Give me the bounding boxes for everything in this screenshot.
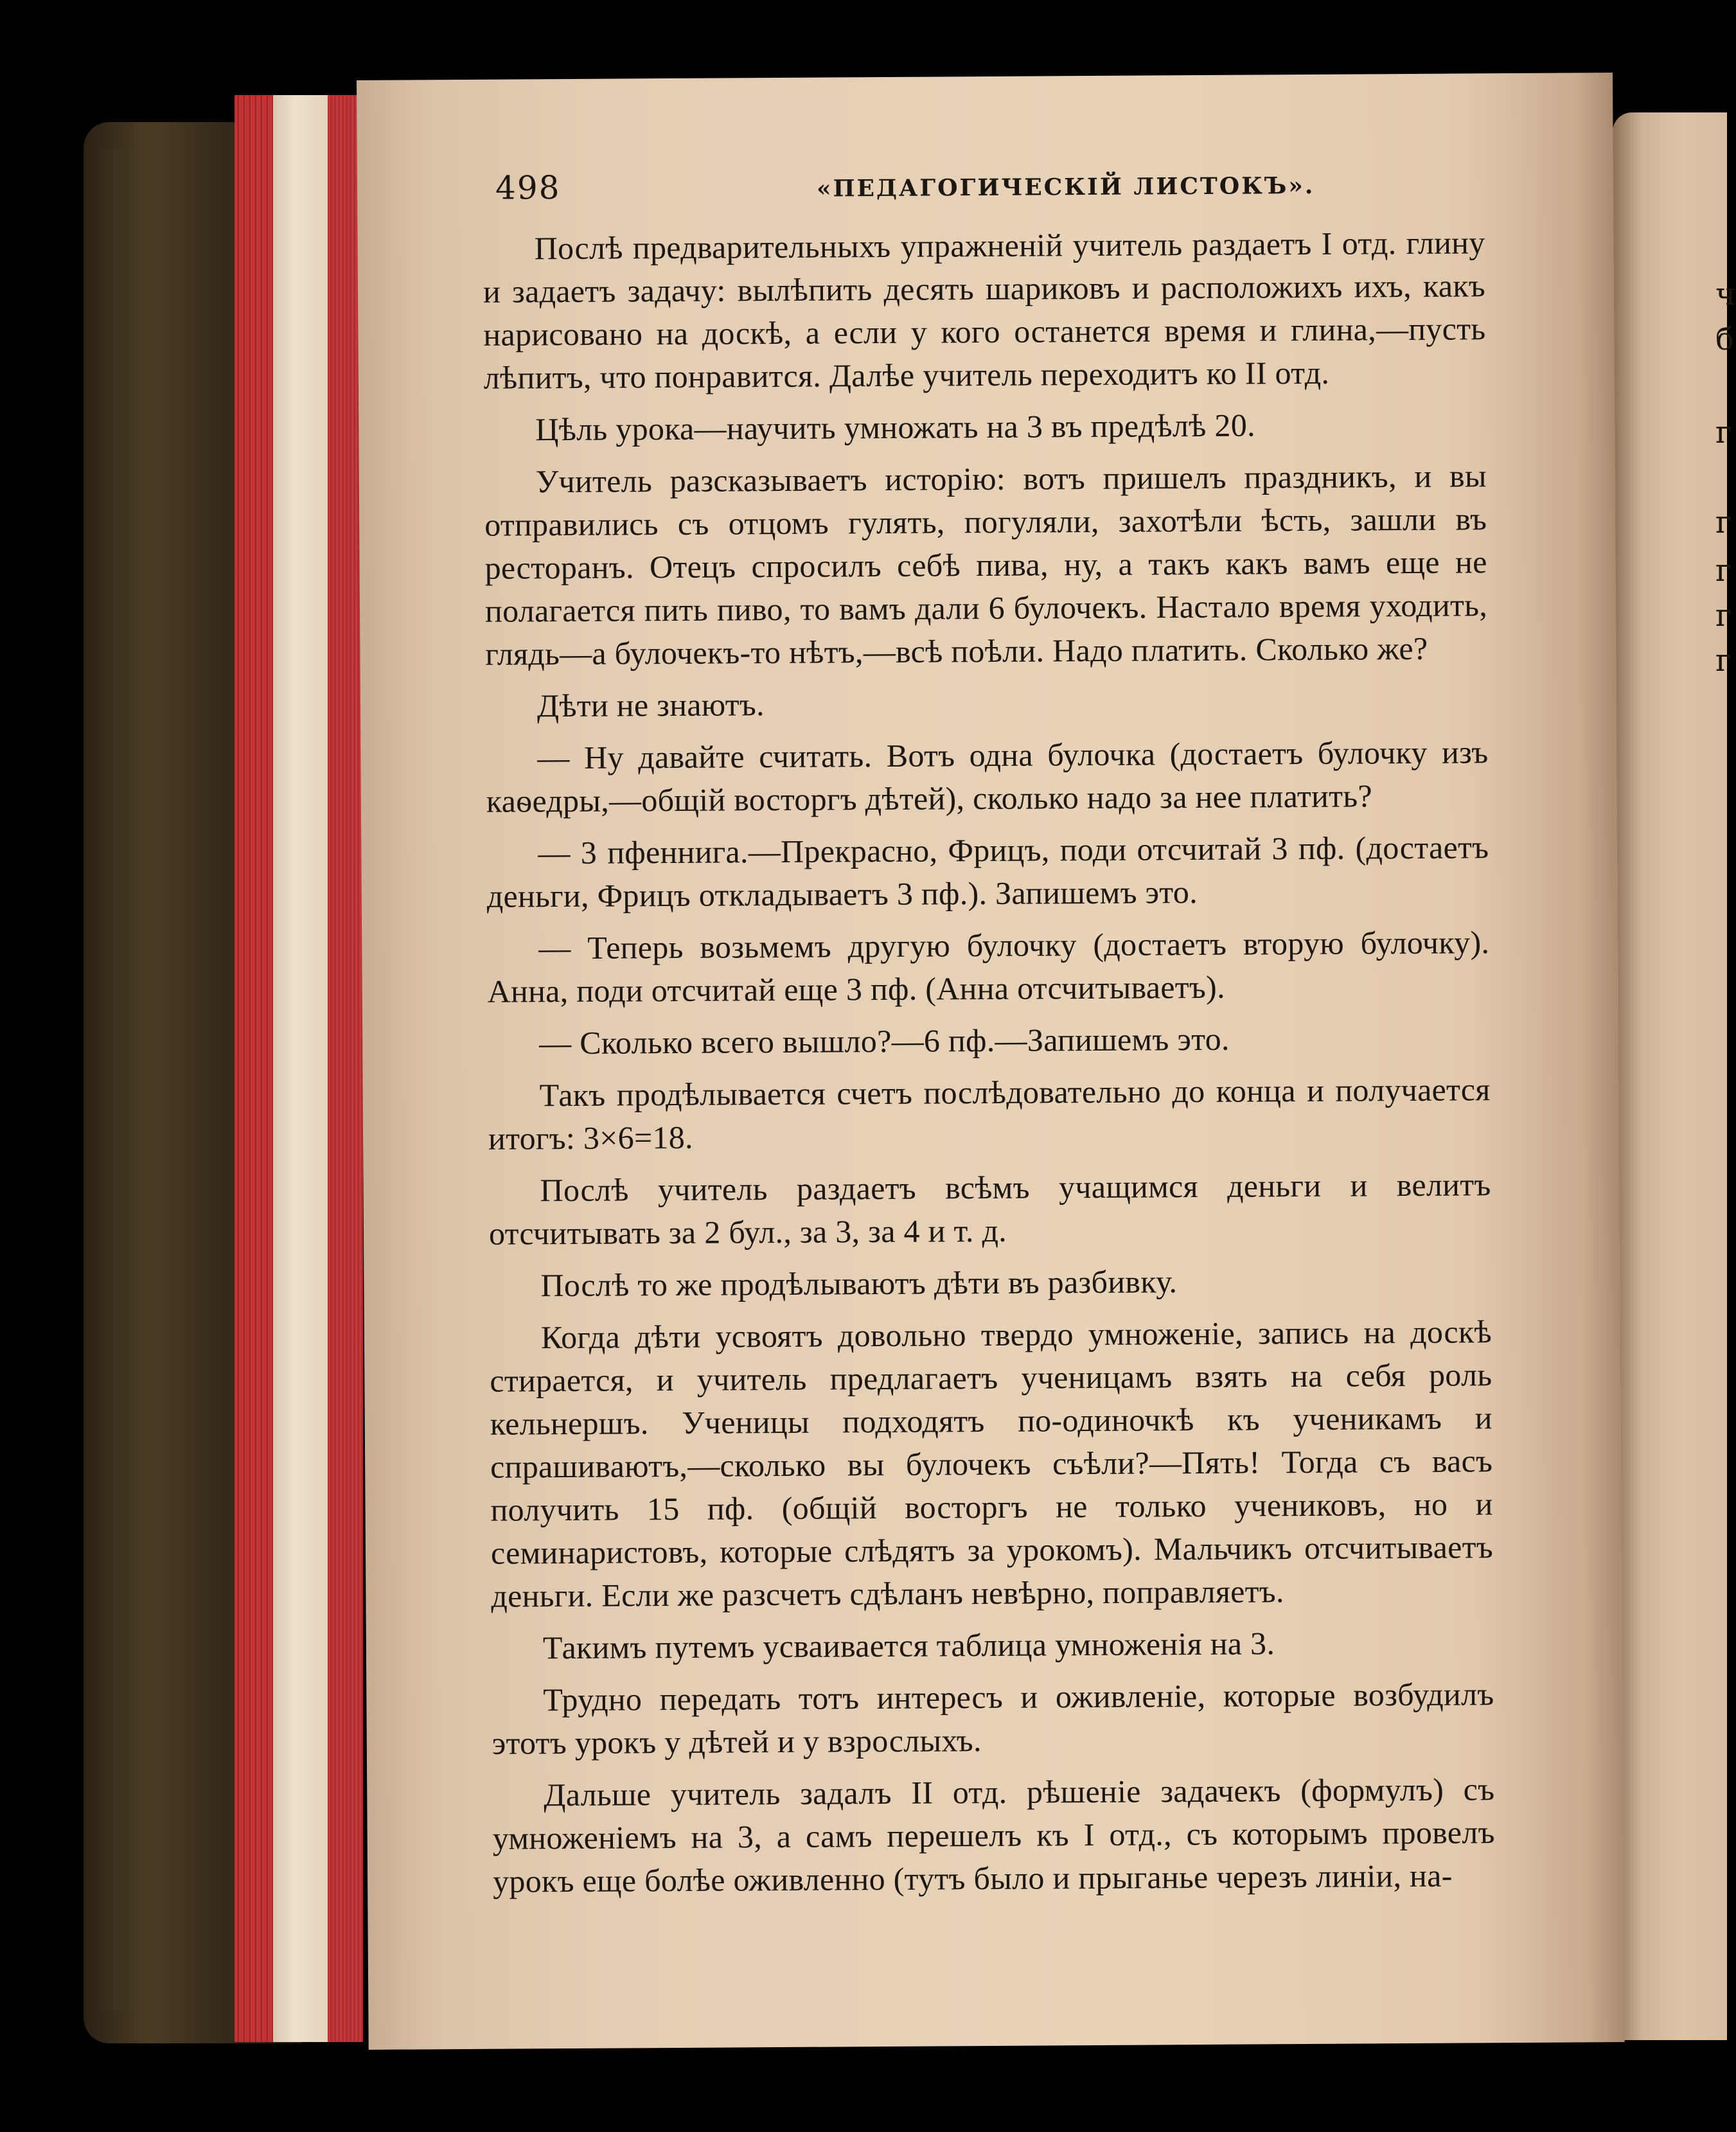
page-edges: [235, 95, 363, 2042]
facing-page-fragment: г: [1715, 553, 1732, 589]
facing-page-fragment: г: [1715, 504, 1732, 540]
page-header: [483, 163, 1485, 227]
paragraph: Дѣти не знаютъ.: [536, 686, 765, 724]
facing-page-fragment: г: [1715, 643, 1732, 679]
facing-page-fragment: г: [1715, 414, 1732, 450]
facing-page-fragment: ч: [1715, 276, 1736, 312]
paragraph: Учитель разсказываетъ исторiю: вотъ пришелъ праздникъ, и вы отправились съ отцомъ гулять, погуляли, захотѣли ѣсть, зашли въ ресторанъ. Отецъ спросилъ себѣ пива, ну, а такъ какъ вамъ еще не полагается пить пиво, то вамъ дали 6 булочекъ. Настало время уходить, глядь—а булочекъ-то нѣтъ,—всѣ поѣли. Надо платить. Сколько же?: [484, 457, 1488, 672]
paragraph: Дальше учитель задалъ II отд. рѣшенiе задачекъ (формулъ) съ умноженiемъ на 3, а самъ перешелъ къ I отд., съ которымъ провелъ урокъ еще болѣе оживленно (тутъ было и прыганье черезъ линiи, на-: [492, 1771, 1495, 1899]
facing-page-fragment: г: [1715, 598, 1732, 634]
paragraph: Трудно передать тотъ интересъ и оживленiе, которые возбудилъ этотъ урокъ у дѣтей и у взрослыхъ.: [492, 1676, 1494, 1761]
paragraph: Когда дѣти усвоятъ довольно твердо умноженiе, запись на доскѣ стирается, и учитель предлагаетъ ученицамъ взять на себя роль кельнершъ. Ученицы подходятъ по-одиночкѣ къ ученикамъ и спрашиваютъ,—сколько вы булочекъ съѣли?—Пять! Тогда съ васъ получить 15 пф. (общiй восторгъ не только учениковъ, но и семинаристовъ, которые слѣдятъ за урокомъ). Мальчикъ отсчитываетъ деньги. Если же разсчетъ сдѣланъ невѣрно, поправляетъ.: [490, 1313, 1494, 1614]
paragraph: — Теперь возьмемъ другую булочку (достаетъ вторую булочку). Анна, поди отсчитай еще 3 пф. (Анна отсчитываетъ).: [487, 924, 1490, 1009]
paragraph: — Ну давайте считать. Вотъ одна булочка (достаетъ булочку изъ каѳедры,—общiй восторгъ дѣтей), сколько надо за нее платить?: [486, 734, 1489, 819]
paragraph: Послѣ то же продѣлываютъ дѣти въ разбивку.: [540, 1263, 1178, 1304]
running-title: «ПЕДАГОГИЧЕСКIЙ ЛИСТОКЪ».: [816, 172, 1315, 202]
page-content: [483, 163, 1496, 1912]
book-page: [357, 73, 1625, 2050]
paragraph: Послѣ предварительныхъ упражненiй учитель раздаетъ I отд. глину и задаетъ задачу: вылѣпить десять шариковъ и расположихъ ихъ, какъ нарисовано на доскѣ, а если у кого останется время и глина,—пусть лѣпитъ, что понравится. Далѣе учитель переходитъ ко II отд.: [483, 224, 1486, 396]
paragraph: — Сколько всего вышло?—6 пф.—Запишемъ это.: [538, 1020, 1230, 1062]
paragraph: Такъ продѣлывается счетъ послѣдовательно до конца и получается итогъ: 3×6=18.: [488, 1071, 1491, 1157]
paragraph: Такимъ путемъ усваивается таблица умноженiя на 3.: [542, 1625, 1275, 1666]
paragraph: Цѣль урока—научить умножать на 3 въ предѣлѣ 20.: [535, 407, 1256, 448]
page-number: 498: [495, 169, 561, 207]
facing-page-fragment: б: [1715, 321, 1734, 357]
paragraph: — 3 пфеннига.—Прекрасно, Фрицъ, поди отсчитай 3 пф. (достаетъ деньги, Фрицъ откладываетъ 3 пф.). Запишемъ это.: [486, 829, 1489, 914]
facing-page: [1613, 112, 1736, 2040]
paragraph: Послѣ учитель раздаетъ всѣмъ учащимся деньги и велитъ отсчитывать за 2 бул., за 3, за 4 и т. д.: [488, 1166, 1491, 1252]
